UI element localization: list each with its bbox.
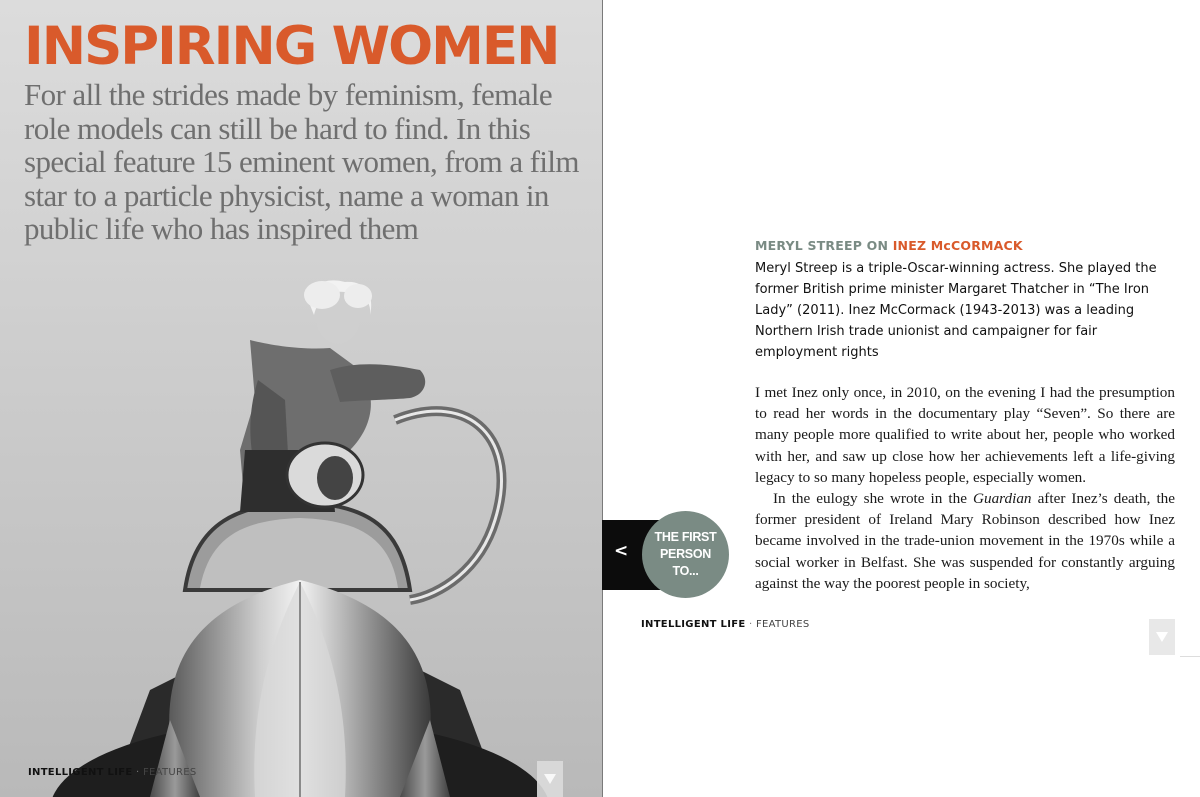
body-text: In the eulogy she wrote in the	[773, 490, 974, 508]
kicker-person: MERYL STREEP ON	[755, 238, 889, 253]
page-title: INSPIRING WOMEN	[24, 16, 559, 77]
article-kicker	[755, 238, 1023, 253]
left-next-page-button[interactable]	[537, 761, 563, 797]
intro-text: For all the strides made by feminism, female role models can still be hard to find. In this special feature 15 eminent women, from a film star to a particle physicist, name a woman in public life who has inspired them	[24, 77, 579, 246]
footer-separator: ·	[748, 619, 753, 630]
right-next-page-button[interactable]	[1149, 619, 1175, 655]
section-label: FEATURES	[755, 619, 810, 630]
left-footer	[28, 767, 197, 778]
kicker-subject: INEZ McCORMACK	[892, 238, 1023, 253]
down-triangle-icon	[544, 774, 556, 784]
series-badge[interactable]	[642, 511, 729, 598]
article-body	[755, 382, 1175, 594]
series-label-line2: PERSON TO...	[660, 547, 711, 578]
publication-name: Guardian	[973, 490, 1032, 508]
footer-separator: ·	[135, 767, 140, 778]
down-triangle-icon	[1156, 632, 1168, 642]
page-divider	[602, 0, 603, 797]
page-edge-line	[1180, 656, 1200, 657]
woman-on-jet-photo	[0, 250, 602, 797]
body-text: after Inez’s death, the former president of Ireland Mary Robinson described how Inez became involved in the trade-union movement in the 1970s while a social worker in Belfast. She was suspended for constantly arguing against the way the poorest people in society,	[755, 490, 1176, 592]
brand-label: INTELLIGENT LIFE	[28, 767, 133, 778]
series-badge-label	[651, 529, 721, 580]
section-label: FEATURES	[142, 767, 197, 778]
series-label-line1: THE FIRST	[654, 530, 717, 544]
back-arrow-icon[interactable]: <	[614, 541, 629, 561]
brand-label: INTELLIGENT LIFE	[641, 619, 746, 630]
standfirst: Meryl Streep is a triple-Oscar-winning actress. She played the former British prime minister Margaret Thatcher in “The Iron Lady” (2011). Inez McCormack (1943-2013) was a leading Northern Irish trade unionist and campaigner for fair employment rights	[755, 261, 1157, 360]
body-paragraph: I met Inez only once, in 2010, on the evening I had the presumption to read her words in the documentary play “Seven”. So there are many people more qualified to write about her, people who worked with her, and saw up close how her achievements left a life-giving legacy to so many hopeless people, especially women.	[755, 384, 1175, 486]
right-footer	[641, 619, 810, 630]
body-paragraph	[755, 488, 1175, 594]
